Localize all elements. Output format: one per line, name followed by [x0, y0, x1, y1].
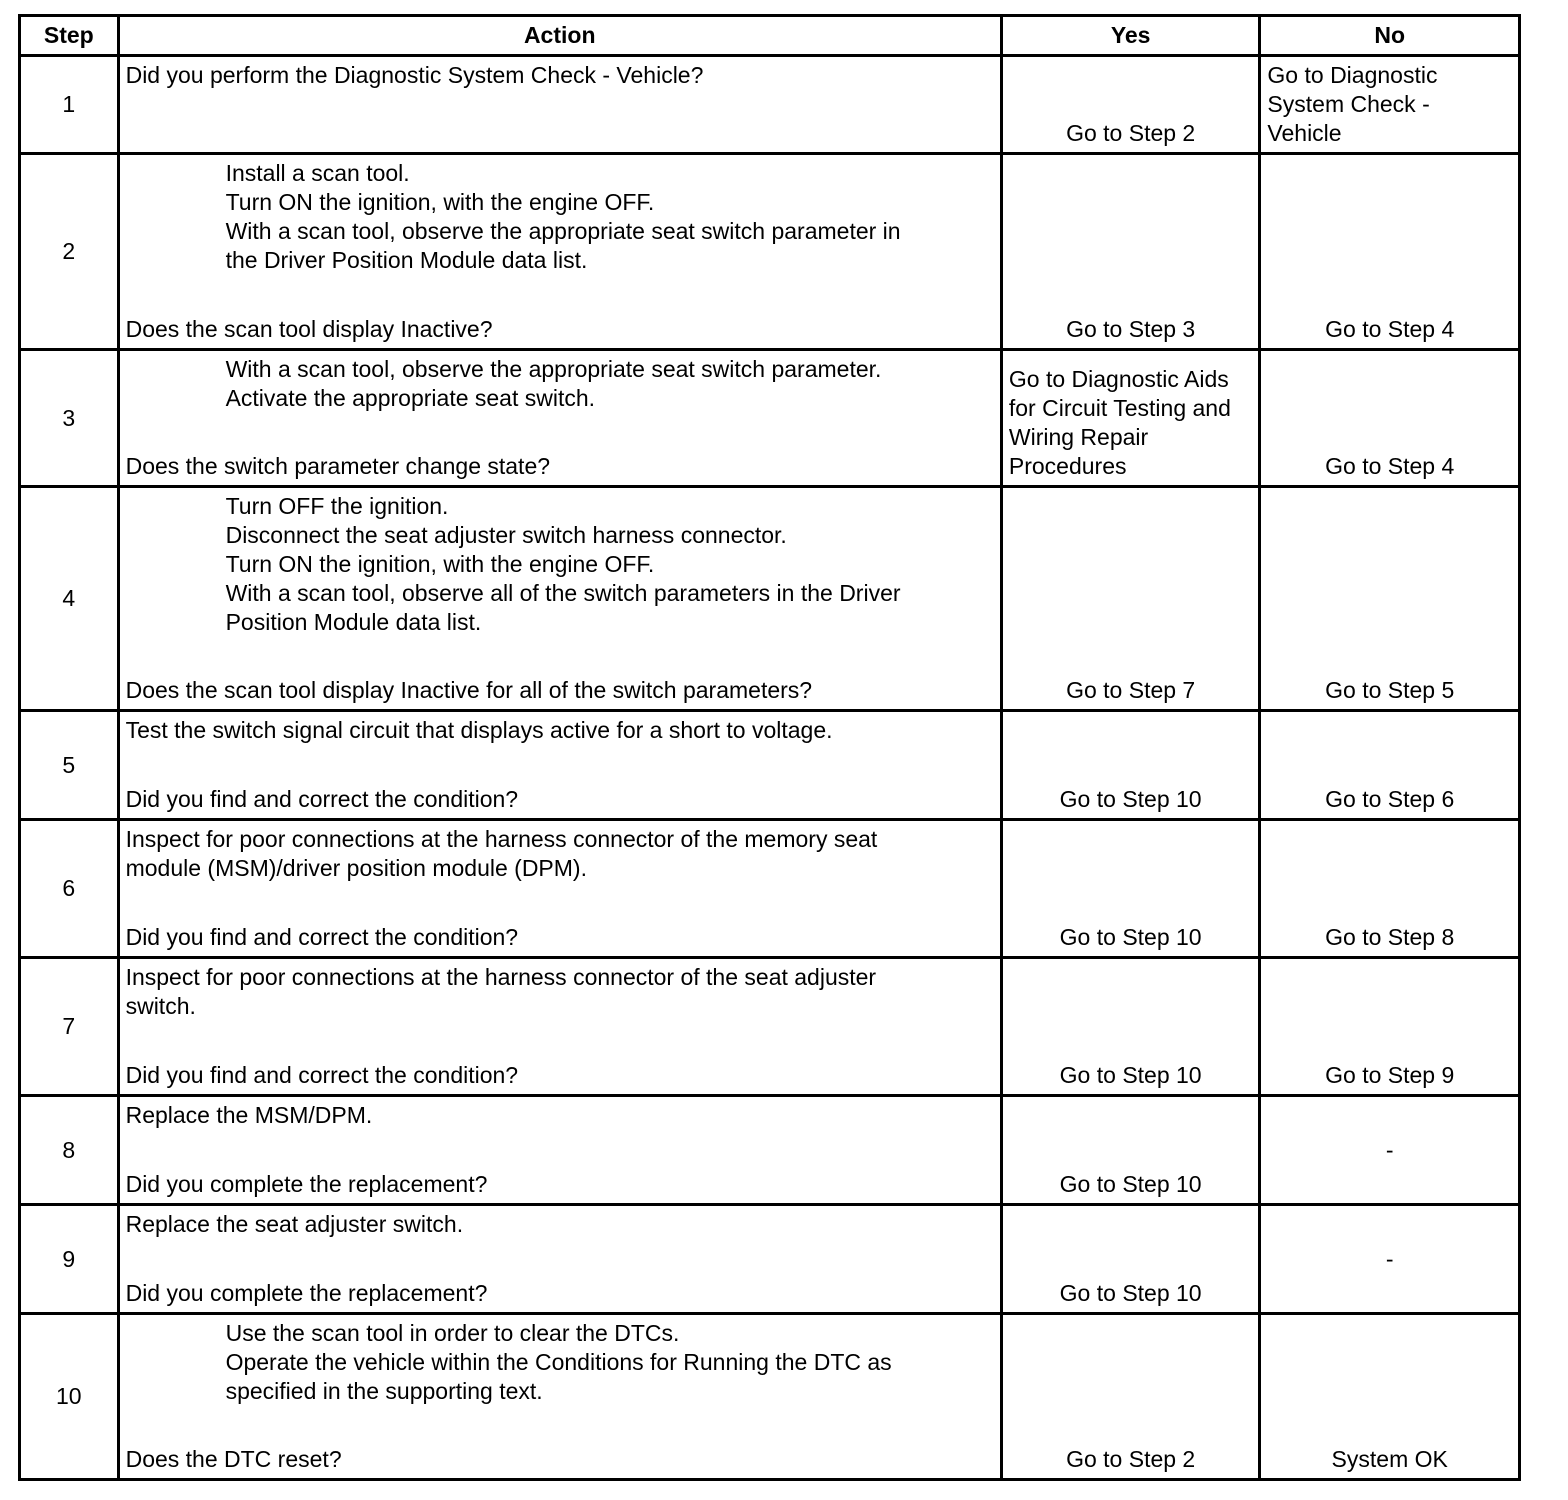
instruction-line: With a scan tool, observe all of the switch parameters in the Driver [225, 580, 901, 606]
yes-result [1001, 350, 1260, 487]
table-row [20, 56, 1520, 154]
no-result: Go to Step 6 [1260, 711, 1520, 820]
action-question [120, 148, 1000, 152]
action-cell [118, 1314, 1001, 1480]
no-result: Go to Step 9 [1260, 958, 1520, 1096]
action-question: Does the scan tool display Inactive? [125, 316, 493, 342]
action-question: Did you find and correct the condition? [125, 924, 519, 950]
instruction-line: Did you perform the Diagnostic System Check - Vehicle? [125, 62, 704, 88]
no-result-line: Go to Diagnostic [1267, 62, 1438, 88]
instruction-line: Position Module data list. [225, 609, 482, 635]
action-instructions [120, 57, 1000, 90]
yes-result-line: Procedures [1008, 453, 1127, 479]
no-result: System OK [1260, 1314, 1520, 1480]
action-question: Does the DTC reset? [125, 1446, 342, 1472]
header-action: Action [118, 16, 1001, 56]
yes-result: Go to Step 10 [1001, 711, 1260, 820]
step-number: 5 [20, 711, 119, 820]
step-number: 7 [20, 958, 119, 1096]
action-instructions [120, 1097, 1000, 1130]
no-result: - [1260, 1205, 1520, 1314]
diagnostic-table [18, 14, 1521, 1481]
instruction-line: Turn ON the ignition, with the engine OFF. [225, 189, 655, 215]
action-instructions [120, 1315, 1000, 1406]
action-instructions [120, 1206, 1000, 1239]
step-number: 4 [20, 487, 119, 711]
step-number: 8 [20, 1096, 119, 1205]
header-step: Step [20, 16, 119, 56]
header-no: No [1260, 16, 1520, 56]
no-result: Go to Step 5 [1260, 487, 1520, 711]
step-number: 10 [20, 1314, 119, 1480]
step-number: 2 [20, 154, 119, 350]
action-instructions [120, 821, 1000, 883]
no-result-line: System Check - [1267, 91, 1430, 117]
action-cell [118, 958, 1001, 1096]
instruction-line: Activate the appropriate seat switch. [225, 385, 596, 411]
action-instructions [120, 488, 1000, 637]
no-result: Go to Step 4 [1260, 350, 1520, 487]
table-row [20, 820, 1520, 958]
yes-result-line: Wiring Repair [1008, 424, 1149, 450]
instruction-line: Turn ON the ignition, with the engine OFF. [225, 551, 655, 577]
action-cell [118, 1096, 1001, 1205]
instruction-line: Install a scan tool. [225, 160, 410, 186]
action-instructions [120, 959, 1000, 1021]
table-row [20, 958, 1520, 1096]
instruction-line: Inspect for poor connections at the harness connector of the memory seat [125, 826, 878, 852]
instruction-line: Operate the vehicle within the Conditions for Running the DTC as [225, 1349, 892, 1375]
instruction-line: switch. [125, 993, 196, 1019]
yes-result: Go to Step 2 [1001, 56, 1260, 154]
instruction-line: Replace the MSM/DPM. [125, 1102, 373, 1128]
action-cell [118, 487, 1001, 711]
action-cell [118, 56, 1001, 154]
action-instructions [120, 712, 1000, 745]
instruction-line: Inspect for poor connections at the harness connector of the seat adjuster [125, 964, 877, 990]
action-question: Does the switch parameter change state? [125, 453, 551, 479]
yes-result: Go to Step 10 [1001, 820, 1260, 958]
no-result: - [1260, 1096, 1520, 1205]
table-row [20, 154, 1520, 350]
instruction-line: the Driver Position Module data list. [225, 247, 588, 273]
instruction-line: Test the switch signal circuit that displays active for a short to voltage. [125, 717, 833, 743]
instruction-line: With a scan tool, observe the appropriate seat switch parameter. [225, 356, 882, 382]
yes-result: Go to Step 10 [1001, 1096, 1260, 1205]
header-row [20, 16, 1520, 56]
yes-result: Go to Step 7 [1001, 487, 1260, 711]
instruction-line: With a scan tool, observe the appropriate seat switch parameter in [225, 218, 901, 244]
no-result [1260, 56, 1520, 154]
no-result: Go to Step 8 [1260, 820, 1520, 958]
action-cell [118, 820, 1001, 958]
table-body [20, 56, 1520, 1480]
action-question: Does the scan tool display Inactive for all of the switch parameters? [125, 677, 813, 703]
instruction-line: Use the scan tool in order to clear the DTCs. [225, 1320, 680, 1346]
action-question: Did you find and correct the condition? [125, 786, 519, 812]
no-result-line: Vehicle [1267, 120, 1342, 146]
step-number: 3 [20, 350, 119, 487]
step-number: 9 [20, 1205, 119, 1314]
action-question: Did you find and correct the condition? [125, 1062, 519, 1088]
table-row [20, 1205, 1520, 1314]
no-result: Go to Step 4 [1260, 154, 1520, 350]
step-number: 1 [20, 56, 119, 154]
yes-result-line: for Circuit Testing and [1008, 395, 1231, 421]
table-row [20, 487, 1520, 711]
instruction-line: Disconnect the seat adjuster switch harness connector. [225, 522, 787, 548]
action-instructions [120, 155, 1000, 275]
action-instructions [120, 351, 1000, 413]
table-row [20, 1314, 1520, 1480]
action-cell [118, 711, 1001, 820]
table-row [20, 1096, 1520, 1205]
instruction-line: Replace the seat adjuster switch. [125, 1211, 464, 1237]
action-cell [118, 154, 1001, 350]
instruction-line: module (MSM)/driver position module (DPM). [125, 855, 587, 881]
table-row [20, 711, 1520, 820]
action-cell [118, 1205, 1001, 1314]
header-yes: Yes [1001, 16, 1260, 56]
table-row [20, 350, 1520, 487]
instruction-line: Turn OFF the ignition. [225, 493, 449, 519]
yes-result: Go to Step 10 [1001, 958, 1260, 1096]
yes-result-line: Go to Diagnostic Aids [1008, 366, 1229, 392]
action-question: Did you complete the replacement? [125, 1171, 488, 1197]
yes-result: Go to Step 3 [1001, 154, 1260, 350]
step-number: 6 [20, 820, 119, 958]
action-cell [118, 350, 1001, 487]
action-question: Did you complete the replacement? [125, 1280, 488, 1306]
instruction-line: specified in the supporting text. [225, 1378, 543, 1404]
yes-result: Go to Step 2 [1001, 1314, 1260, 1480]
yes-result: Go to Step 10 [1001, 1205, 1260, 1314]
